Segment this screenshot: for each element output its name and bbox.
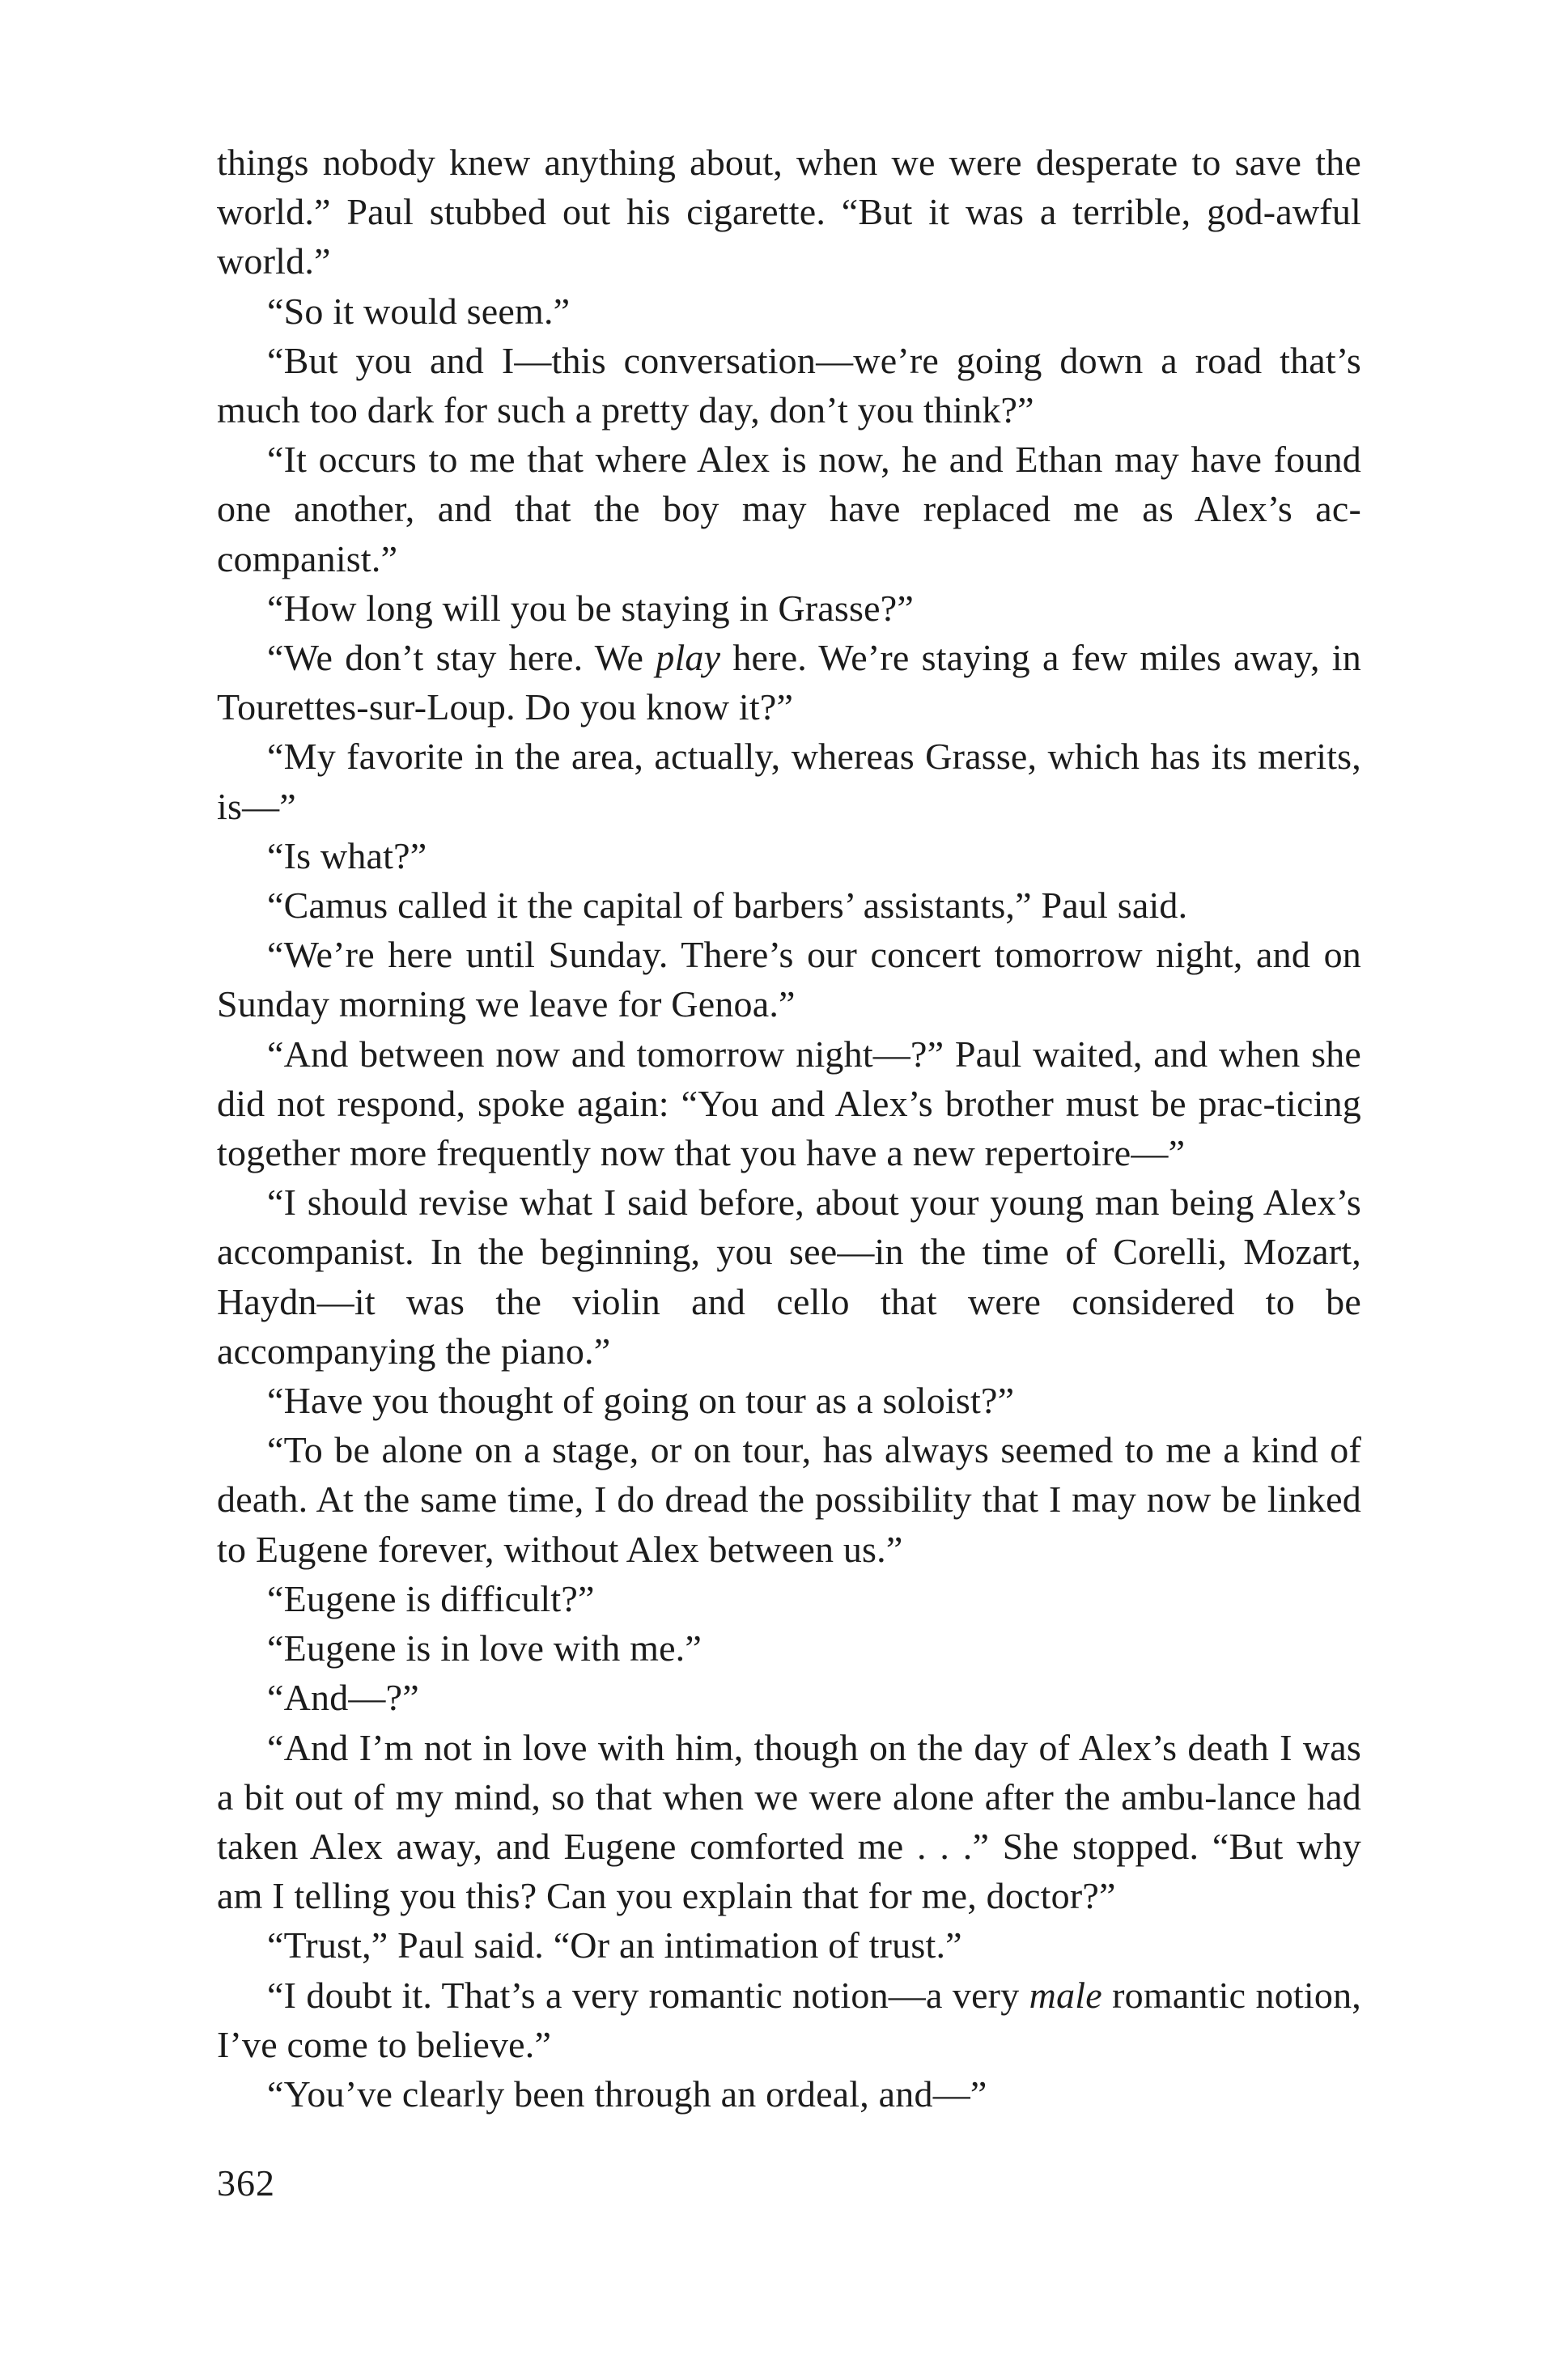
text-run: “How long will you be staying in Grasse?” (267, 587, 914, 629)
paragraph (217, 138, 1361, 286)
text-run: “I doubt it. That’s a very romantic notion—a very (267, 1974, 1029, 2016)
paragraph (217, 732, 1361, 830)
paragraph (217, 435, 1361, 583)
text-run: things nobody knew anything about, when we were desperate to save the world.” Paul stubbed out his cigarette. “But it was a terrible, god-awful world.” (217, 142, 1361, 282)
text-run: “So it would seem.” (267, 290, 571, 332)
paragraph (217, 1177, 1361, 1376)
paragraph (217, 1723, 1361, 1921)
text-run: “To be alone on a stage, or on tour, has always seemed to me a kind of death. At the same time, I do dread the possibility that I may now be linked to Eugene forever, without Alex between us.” (217, 1429, 1361, 1570)
text-run: “Camus called it the capital of barbers’ assistants,” Paul said. (267, 885, 1188, 927)
paragraph (217, 286, 1361, 336)
italic-text: play (656, 637, 721, 679)
paragraph (217, 831, 1361, 880)
paragraph (217, 1971, 1361, 2069)
text-run: here. We’re staying a few miles away, in Tourettes-sur-Loup. Do you know it?” (217, 637, 1361, 728)
text-run: “And between now and tomorrow night—?” Paul waited, and when she did not respond, spoke again: “You and Alex’s brother must be prac-ticing together more frequently now that you have a new repertoire—” (217, 1033, 1361, 1174)
text-run: “You’ve clearly been through an ordeal, and—” (267, 2072, 987, 2115)
text-run: “Trust,” Paul said. “Or an intimation of trust.” (267, 1924, 962, 1966)
text-run: “Is what?” (267, 834, 427, 876)
text-run: romantic notion, I’ve come to believe.” (217, 1974, 1361, 2065)
italic-text: male (1029, 1974, 1102, 2016)
paragraph (217, 336, 1361, 435)
paragraph (217, 1376, 1361, 1425)
paragraph (217, 633, 1361, 732)
paragraph (217, 880, 1361, 930)
text-run: “My favorite in the area, actually, whereas Grasse, which has its merits, is—” (217, 736, 1361, 827)
text-run: “Eugene is in love with me.” (267, 1627, 702, 1669)
body-text (217, 138, 1361, 2119)
paragraph (217, 1029, 1361, 1178)
paragraph (217, 583, 1361, 633)
text-run: “We don’t stay here. We (267, 637, 656, 679)
paragraph (217, 1425, 1361, 1574)
page-number: 362 (217, 2162, 275, 2204)
paragraph (217, 1920, 1361, 1970)
text-run: “But you and I—this conversation—we’re going down a road that’s much too dark for such a pretty day, don’t you think?” (217, 339, 1361, 431)
text-run: “It occurs to me that where Alex is now, he and Ethan may have found one another, and that the boy may have replaced me as Alex’s ac-companist.” (217, 439, 1361, 579)
text-run: “We’re here until Sunday. There’s our concert tomorrow night, and on Sunday morning we leave for Genoa.” (217, 934, 1361, 1025)
text-run: “I should revise what I said before, about your young man being Alex’s accompanist. In the beginning, you see—in the time of Corelli, Mozart, Haydn—it was the violin and cello that were considered to be accompanying the piano.” (217, 1182, 1361, 1372)
paragraph (217, 1574, 1361, 1623)
paragraph (217, 1673, 1361, 1722)
text-run: “Eugene is difficult?” (267, 1577, 595, 1619)
paragraph (217, 930, 1361, 1029)
paragraph (217, 1623, 1361, 1673)
paragraph (217, 2069, 1361, 2119)
text-run: “And I’m not in love with him, though on the day of Alex’s death I was a bit out of my mind, so that when we were alone after the ambu-lance had taken Alex away, and Eugene comforted me . . .” She stopped. “But why am I telling you this? Can you explain that for me, doctor?” (217, 1726, 1361, 1917)
text-run: “Have you thought of going on tour as a soloist?” (267, 1380, 1015, 1422)
text-run: “And—?” (267, 1677, 419, 1719)
